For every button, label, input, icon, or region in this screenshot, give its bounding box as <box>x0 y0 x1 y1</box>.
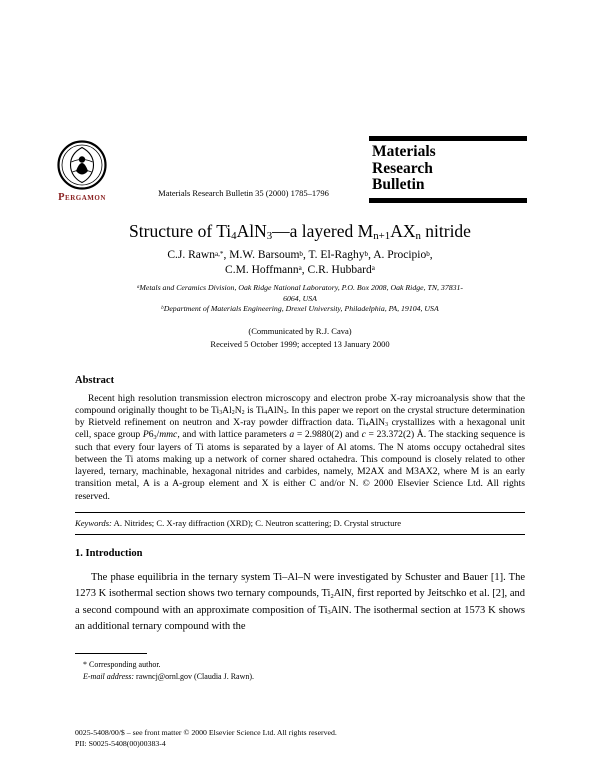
authors-line-2: C.M. Hoffmann$^a$, C.R. Hubbard$^a$ <box>225 264 375 277</box>
introduction-paragraph: The phase equilibria in the ternary system Ti–Al–N were investigated by Schuster and Bauer [1]. The 1273 K isothermal section shows two ternary compounds, $Ti_2AlN$, first reported by Jeitschko et al. [2], and a second compound with an approximate composition of $Ti_3AlN$. The isothermal section at 1573 K shows an additional ternary compound with the <box>75 572 526 632</box>
article-body <box>75 375 525 683</box>
affiliations <box>0 283 600 315</box>
received-dates: Received 5 October 1999; accepted 13 January 2000 <box>210 338 390 349</box>
masthead-line: Research <box>372 159 433 177</box>
journal-masthead <box>369 136 527 203</box>
journal-citation: Materials Research Bulletin 35 (2000) 1785–1796 <box>158 188 329 199</box>
author-list <box>0 248 600 278</box>
pergamon-emblem-icon <box>57 140 107 190</box>
publisher-name: Pergamon <box>58 192 106 204</box>
keywords-label: Keywords: <box>75 518 112 529</box>
abstract-heading: Abstract <box>75 374 115 386</box>
footnote-divider <box>75 653 147 654</box>
keywords-text: A. Nitrides; C. X-ray diffraction (XRD); C. Neutron scattering; D. Crystal structure <box>113 518 402 529</box>
email-value: rawncj@ornl.gov (Claudia J. Rawn). <box>136 672 255 682</box>
article-title: Structure of $Ti_4AlN_3—a$ layered $M_{n+1}AX_n$ nitride <box>129 221 471 243</box>
page-footer <box>75 727 525 750</box>
affiliation-a: $^a$Metals and Ceramics Division, Oak Ridge National Laboratory, P.O. Box 2008, Oak Ridge, TN, 37831-6064, USA <box>136 283 464 303</box>
masthead-line: Bulletin <box>372 176 425 194</box>
affiliation-b: $^b$Department of Materials Engineering, Drexel University, Philadelphia, PA, 19104, USA <box>161 304 439 314</box>
introduction-heading: 1. Introduction <box>75 548 143 560</box>
keywords-block <box>75 512 525 535</box>
abstract-text: Recent high resolution transmission electron microscopy and electron probe X-ray microanalysis show that the compound originally thought to be $Ti_3Al_2N_2$ is $Ti_4AlN_3$. In this paper we report on the crystal structure determination by Rietveld refinement on neutron and X-ray powder diffraction data. $Ti_4AlN_3$ crystallizes with a hexagonal unit cell, space group $P6_3$/mmc, and with lattice parameters a = 2.9880(2) and c = 23.372(2) Å. The stacking sequence is such that every four layers of Ti atoms is separated by a layer of Al atoms. The N atoms occupy octahedral sites between the Ti atoms making up a network of corner shared octahedra. This compound is closely related to other layered, ternary, machinable, hexagonal nitrides and carbides, namely, M2AX and M3AX2, where M is an early transition metal, A is a A-group element and X is either C and/or N. © 2000 Elsevier Science Ltd. All rights reserved. <box>75 392 525 502</box>
authors-line-1: C.J. Rawn$^{a,*}$, M.W. Barsoum$^b$, T. El-Raghy$^b$, A. Procipio$^b$, <box>167 249 433 262</box>
masthead-title <box>369 141 527 198</box>
masthead-bottom-rule <box>369 198 527 203</box>
email-label: E-mail address: <box>83 672 135 682</box>
footnote-block <box>75 653 525 683</box>
masthead-line: Materials <box>372 143 436 160</box>
communicated-note: (Communicated by R.J. Cava) <box>248 325 352 336</box>
corresponding-author-note: * Corresponding author. <box>83 660 161 670</box>
issn-copyright-line: 0025-5408/00/$ – see front matter © 2000 Elsevier Science Ltd. All rights reserved. <box>75 727 337 737</box>
publisher-block <box>46 140 118 203</box>
email-note <box>75 671 525 683</box>
page-header <box>46 136 527 203</box>
pii-line: PII: S0025-5408(00)00383-4 <box>75 739 166 749</box>
